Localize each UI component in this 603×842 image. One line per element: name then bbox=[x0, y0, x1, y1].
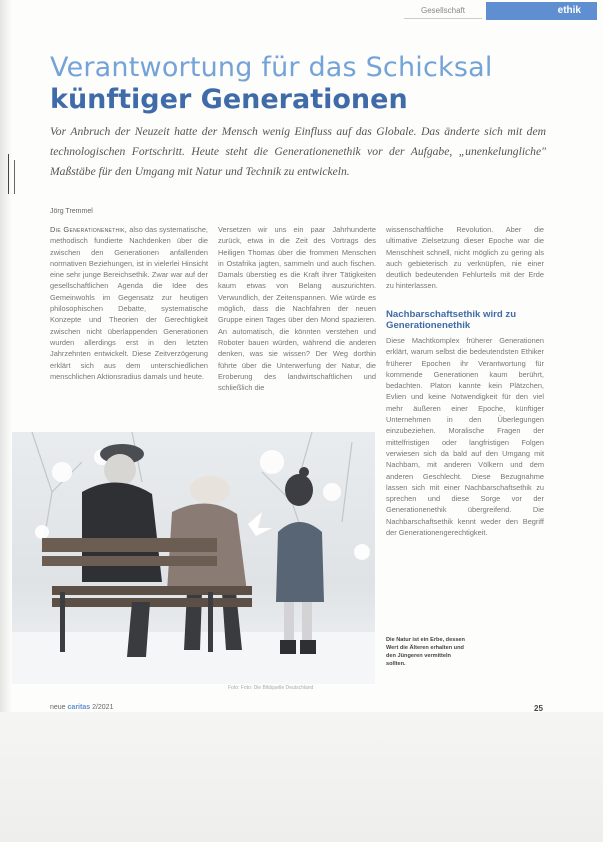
body-column-3-top bbox=[386, 224, 544, 292]
header-rubric: Gesellschaft bbox=[404, 6, 482, 19]
body-text: wissenschaftliche Revolution. Aber die ultimative Zielsetzung dieser Epoche war die Menschheit schnell, nicht möglich zu gering als auch gebieterisch zu verknüpfen, nie einer deutlich bedeutenden Fehlurteils mit der Erde zu hinterlassen. bbox=[386, 225, 544, 291]
section-label: ethik bbox=[557, 5, 581, 16]
author-name: Jörg Tremmel bbox=[50, 208, 93, 215]
photo-caption: Die Natur ist ein Erbe, dessen Wert die Älteren erhalten und den Jüngeren vermitteln sollten. bbox=[386, 637, 465, 667]
body-column-3-bottom bbox=[386, 335, 544, 538]
footer-magazine bbox=[50, 704, 113, 711]
page-bottom-margin bbox=[0, 712, 603, 842]
body-text: Diese Machtkomplex früherer Generationen erklärt, warum selbst die bedeutendsten Ethiker früherer Epochen ihr Verantwortung für kommende Generationen kaum berührt, bedachten. Platon kannte kein Plätzchen, Evlien und keine Notwendigkeit für den viel mehr äußeren einer Epoche, künftiger Unternehmen in den Überlegungen einzubeziehen. Moralische Fragen der mittelfristigen oder langfristigen Folgen verwiesen sich da bald auf den Umgang mit Nachbarn, mit anderen Völkern und dem anderen Geschlecht. Diese Bezugnahme lassen sich mit einer Nachbarschaftsethik zu sprechen und diese Sorge vor der Generationenethik übergreifend. Die Nachbarschaftsethik kennt weder den Begriff der Generationengerechtigkeit. bbox=[386, 336, 544, 538]
body-column-1 bbox=[50, 224, 208, 382]
headline-line-2: künftiger Generationen bbox=[50, 84, 408, 115]
magazine-name-a: neue bbox=[50, 704, 66, 711]
article-photo bbox=[12, 432, 375, 684]
lead-paragraph: Vor Anbruch der Neuzeit hatte der Mensch wenig Einfluss auf das Globale. Das änderte sich mit dem technologischen Fortschritt. Heute steht die Generationenethik vor der Aufgabe, „unenkelungliche" Maßstäbe für den Umgang mit Natur und Technik zu entwickeln. bbox=[50, 125, 546, 178]
body-text: also das systematische, methodisch fundierte Nachdenken über die zwischen den Generationen anfallenden normativen Beziehungen, ist in vielerlei Hinsicht eine sehr junge Bereichsethik. Zwar war auf der gesellschaftlichen Agenda die Idee des Gemeinwohls im Gegensatz zur heutigen philosophischen Debatte, systematische Konzepte und Theorien der Gerechtigkeit zwischen nicht überlappenden Generationen wurden allerdings erst in den letzten Jahrzehnten entwickelt. Diese Zeitverzögerung erklärt sich aus dem unterschiedlichen menschlichen Aktionsradius damals und heute. bbox=[50, 225, 208, 381]
issue-number: 2/2021 bbox=[92, 704, 114, 711]
magazine-name-b: caritas bbox=[67, 704, 91, 711]
body-text: Versetzen wir uns ein paar Jahrhunderte zurück, etwa in die Zeit des Vortrags des Heiligen Thomas über die frommen Menschen in Ostafrika jagten, sammeln und auch fischen. Damals überstieg es die Kraft ihrer Tätigkeiten kaum etwas von Belang auszurichten. Verwundlich, der Zeitenspannen. Wie würde es möglich, dass die Nachfahren der neuen Gruppe einen Tages über den Mond spazieren. An automatisch, die könnten verstehen und Roboter bauen würden, während die anderen denken, was sie wissen? Der Weg dorthin führte über die Unterwerfung der Natur, die Eroberung des landwirtschaftlichen und schließlich die bbox=[218, 225, 376, 393]
margin-mark bbox=[14, 160, 15, 194]
lead-in: Die Generationenethik, bbox=[50, 225, 128, 234]
photo-credit: Foto: Foto: Die Bildquelle Deutschland bbox=[228, 685, 314, 691]
body-column-2 bbox=[218, 224, 376, 393]
headline-line-1: Verantwortung für das Schicksal bbox=[50, 52, 493, 83]
margin-mark bbox=[8, 154, 9, 194]
photo-grandparents-child-bench bbox=[12, 432, 375, 684]
page-number: 25 bbox=[534, 704, 543, 713]
section-tab bbox=[486, 2, 597, 20]
subheading: Nachbarschaftsethik wird zu Generationenethik bbox=[386, 309, 517, 331]
